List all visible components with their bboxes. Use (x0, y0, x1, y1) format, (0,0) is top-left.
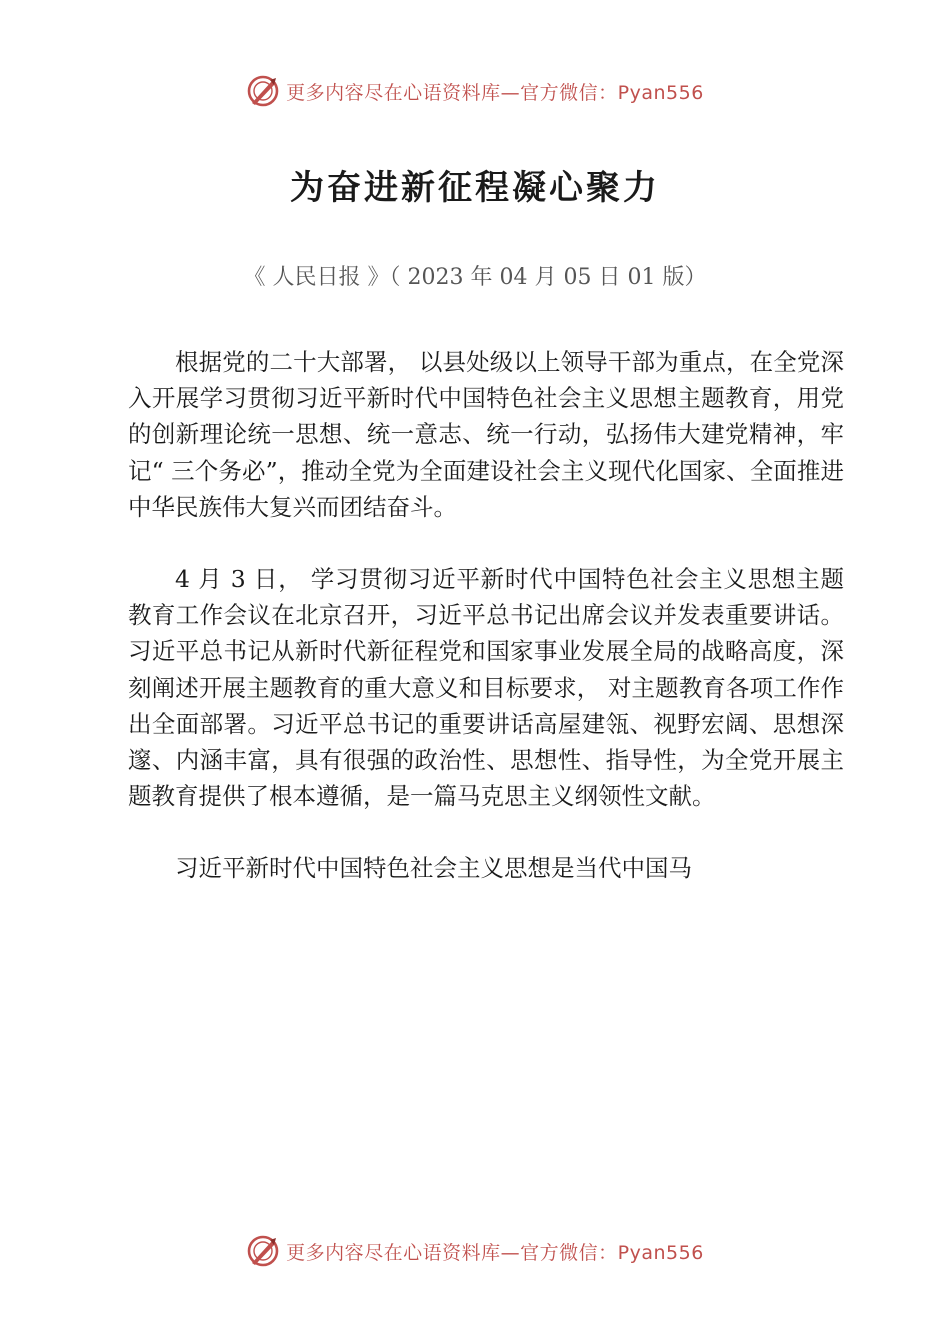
document-title: 为奋进新征程凝心聚力 (290, 168, 660, 208)
pen-circle-logo-icon (246, 1234, 280, 1268)
paragraph-2: 4 月 3 日， 学习贯彻习近平新时代中国特色社会主义思想主题教育工作会议在北京召开，习近平总书记出席会议并发表重要讲话。习近平总书记从新时代新征程党和国家事业发展全局的战略高度，深刻阐述开展主题教育的重大意义和目标要求， 对主题教育各项工作作出全面部署。习近平总书记的重要讲话高屋建瓴、视野宏阔、思想深邃、内涵丰富，具有很强的政治性、思想性、指导性，为全党开展主题教育提供了根本遵循，是一篇马克思主义纲领性文献。 (128, 565, 844, 811)
paragraph-3: 习近平新时代中国特色社会主义思想是当代中国马 (175, 854, 692, 883)
pen-circle-logo-icon (246, 74, 280, 108)
watermark-text: 更多内容尽在心语资料库—官方微信：Pyan556 (286, 81, 704, 104)
article-body (128, 344, 844, 923)
header-watermark (0, 74, 950, 108)
watermark-text: 更多内容尽在心语资料库—官方微信：Pyan556 (286, 1241, 704, 1264)
footer-watermark (0, 1234, 950, 1268)
source-line: 《 人民日报 》（ 2023 年 04 月 05 日 01 版） (243, 265, 707, 290)
paragraph-1: 根据党的二十大部署， 以县处级以上领导干部为重点，在全党深入开展学习贯彻习近平新时代中国特色社会主义思想主题教育，用党的创新理论统一思想、统一意志、统一行动，弘扬伟大建党精神，牢记“ 三个务必”，推动全党为全面建设社会主义现代化国家、全面推进中华民族伟大复兴而团结奋斗。 (128, 348, 844, 521)
